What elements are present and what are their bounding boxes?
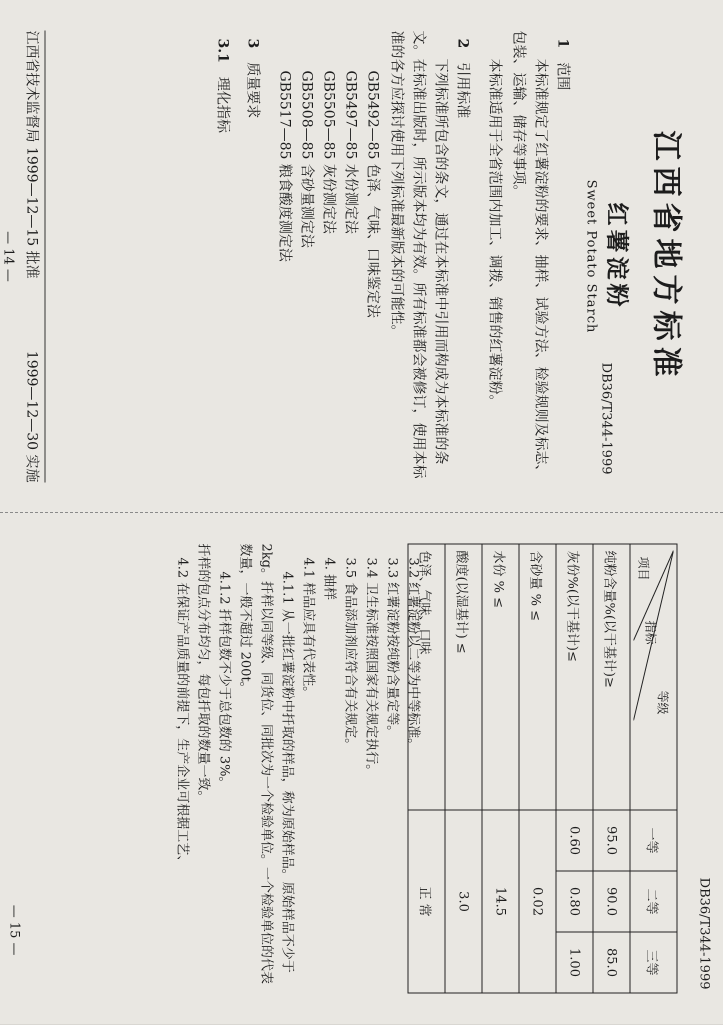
page-number: — 15 — xyxy=(6,904,21,955)
clause-4-2: 4.2 在保证产品质量的前提下，生产企业可根据工艺、 xyxy=(174,557,189,868)
section-1-para-2: 本标准适用于全省范围内加工、调拨、销售的红薯淀粉。 xyxy=(486,58,502,408)
reference-item: GB5508—85 含砂量测定法 xyxy=(298,70,314,248)
page-15 xyxy=(0,512,723,1025)
section-3-1-heading xyxy=(213,38,233,482)
table-row xyxy=(445,544,482,993)
reference-item: GB5497—85 水份测定法 xyxy=(342,70,358,234)
standard-code: DB36/T344-1999 xyxy=(598,362,613,474)
clause-4-1-2-cont: 扦样的包点分布均匀，每包扦取的数量一致。 xyxy=(195,543,210,804)
row-item: 灰份%(以干基计)≤ xyxy=(556,544,593,810)
english-title: Sweet Potato Starch xyxy=(583,179,598,333)
page-15-body xyxy=(171,543,423,995)
grade-label: 等级 xyxy=(655,689,669,714)
section-1-heading xyxy=(553,38,573,482)
clause-4-1-1: 4.1.1 从一批红薯淀粉中扦取的样品，称为原始样品。原始样品不少于 2kg。扦样以同等级、同货位、同批次为一个检验单位。一个检验单位的代表数量，一般不超过 200t。 xyxy=(237,543,294,984)
row-item: 纯粉含量%(以干基计)≥ xyxy=(593,544,630,810)
section-2-heading xyxy=(453,38,473,482)
row-value: 1.00 xyxy=(556,932,593,993)
row-value: 0.60 xyxy=(556,810,593,871)
row-value: 14.5 xyxy=(482,810,519,993)
section-3-1-title: 理化指标 xyxy=(214,76,230,133)
table-row xyxy=(482,544,519,993)
row-item: 酸度(以湿基计) ≤ xyxy=(445,544,482,810)
row-value: 85.0 xyxy=(593,932,630,993)
footer-divider xyxy=(44,30,45,482)
clause-4-1-2: 4.1.2 扦样包数不少于总包数的 3%。 xyxy=(216,571,231,789)
table-corner-cell xyxy=(630,544,677,810)
grade-3-header: 三等 xyxy=(630,932,677,993)
row-value: 95.0 xyxy=(593,810,630,871)
row-value: 90.0 xyxy=(593,871,630,932)
row-item: 色泽、气味、口味 xyxy=(408,544,445,810)
section-1-number: 1 xyxy=(554,38,570,48)
row-value: 3.0 xyxy=(445,810,482,993)
clause-4-1: 4.1 样品应具有代表性。 xyxy=(300,557,315,699)
reference-item: GB5492—85 色泽、气味、口味鉴定法 xyxy=(364,70,380,318)
item-label: 项目 xyxy=(636,556,650,581)
implementation-text: 1999—12—30 实施 xyxy=(23,350,39,482)
clause-3-3: 3.3 红薯淀粉按纯粉含量定等。 xyxy=(384,557,399,738)
section-3-number: 3 xyxy=(244,38,260,48)
grade-1-header: 一等 xyxy=(630,810,677,871)
section-1-title: 范围 xyxy=(554,61,570,90)
clause-4: 4. 抽样 xyxy=(321,557,336,600)
clause-3-4: 3.4 卫生标准按照国家有关规定执行。 xyxy=(363,557,378,777)
table-header-row xyxy=(630,544,677,993)
section-1-para-1: 本标准规定了红薯淀粉的要求、抽样、试验方法、检验规则及标志、包装、运输、储存等事项。 xyxy=(510,30,548,478)
page-14-rotated xyxy=(0,0,723,512)
table-row xyxy=(519,544,556,993)
row-value: 0.80 xyxy=(556,871,593,932)
clause-3-5: 3.5 食品添加剂应符合有关规定。 xyxy=(342,557,357,751)
table-row xyxy=(593,544,630,993)
table-row xyxy=(556,544,593,993)
quality-table xyxy=(407,543,677,993)
grade-2-header: 二等 xyxy=(630,871,677,932)
page-15-rotated xyxy=(0,513,723,1025)
footer xyxy=(22,30,42,482)
row-item: 含砂量 % ≤ xyxy=(519,544,556,810)
section-2-title: 引用标准 xyxy=(454,61,470,118)
section-3-heading xyxy=(243,38,263,482)
section-2-number: 2 xyxy=(454,38,470,48)
clause-3-2: 3.2 红薯淀粉以二等为中等标准。 xyxy=(405,557,420,751)
standard-subtitle: 红薯淀粉 xyxy=(603,202,630,310)
reference-item: GB5517—85 粮食酸度测定法 xyxy=(276,70,292,262)
page-14 xyxy=(0,0,723,512)
section-3-1-number: 3.1 xyxy=(214,38,230,63)
section-3-title: 质量要求 xyxy=(244,61,260,118)
reference-list xyxy=(273,70,383,482)
section-2-para-1: 下列标准所包含的条文，通过在本标准中引用而构成为本标准的条文。在标准出版时，所示版本均为有效。所有标准都会被修订，使用本标准的各方应探讨使用下列标准最新版本的可能性。 xyxy=(388,30,448,478)
page-number: — 14 — xyxy=(0,230,15,282)
indicator-label: 指标 xyxy=(643,620,657,645)
row-value: 0.02 xyxy=(519,810,556,993)
row-item: 水份 % ≤ xyxy=(482,544,519,810)
approval-text: 江西省技术监督局 1999—12—15 批准 xyxy=(23,30,39,279)
standard-title: 江西省地方标准 xyxy=(648,130,683,382)
row-value: 正 常 xyxy=(408,810,445,993)
standard-code: DB36/T344-1999 xyxy=(696,877,711,989)
reference-item: GB5505—85 灰份测定法 xyxy=(320,70,336,234)
